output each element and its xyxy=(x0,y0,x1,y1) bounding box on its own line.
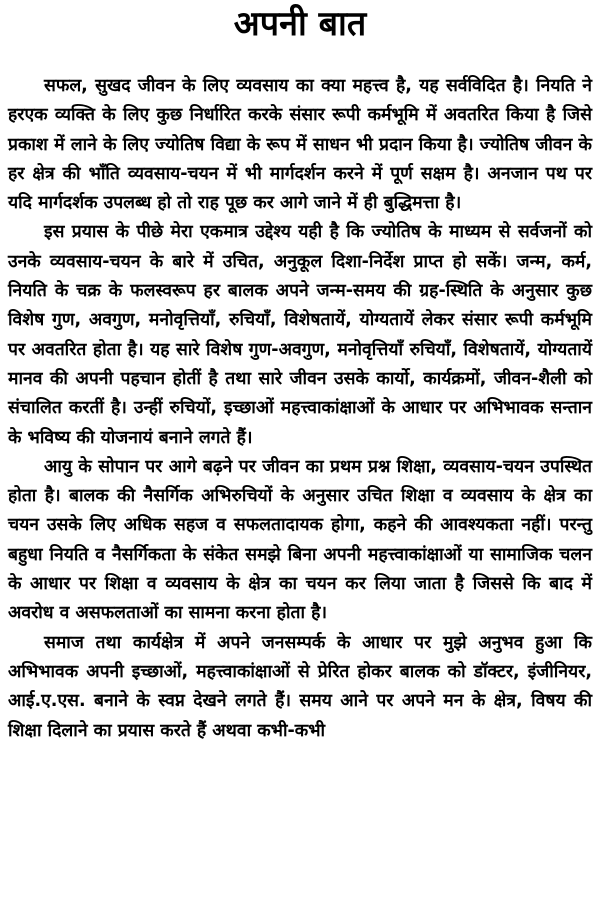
paragraph-1: सफल, सुखद जीवन के लिए व्यवसाय का क्या महत्त्व है, यह सर्वविदित है। नियति ने हरएक व्यक्ति के लिए कुछ निर्धारित करके संसार रूपी कर्मभूमि में अवतरित किया है जिसे प्रकाश में लाने के लिए ज्योतिष विद्या के रूप में साधन भी प्रदान किया है। ज्योतिष जीवन के हर क्षेत्र की भाँति व्यवसाय-चयन में भी मार्गदर्शन करने में पूर्ण सक्षम है। अनजान पथ पर यदि मार्गदर्शक उपलब्ध हो तो राह पूछ कर आगे जाने में ही बुद्धिमत्ता है। xyxy=(8,76,592,214)
paragraph-4: समाज तथा कार्यक्षेत्र में अपने जनसम्पर्क के आधार पर मुझे अनुभव हुआ कि अभिभावक अपनी इच्छाओं, महत्त्वाकांक्षाओं से प्रेरित होकर बालक को डॉक्टर, इंजीनियर, आई.ए.एस. बनाने के स्वप्न देखने लगते हैं। समय आने पर अपने मन के क्षेत्र, विषय की शिक्षा दिलाने का प्रयास करते हैं अथवा कभी-कभी xyxy=(8,632,592,741)
paragraph-3: आयु के सोपान पर आगे बढ़ने पर जीवन का प्रथम प्रश्न शिक्षा, व्यवसाय-चयन उपस्थित होता है। बालक की नैसर्गिक अभिरुचियों के अनुसार उचित शिक्षा व व्यवसाय के क्षेत्र का चयन उसके लिए अधिक सहज व सफलतादायक होगा, कहने की आवश्यकता नहीं। परन्तु बहुधा नियति व नैसर्गिकता के संकेत समझे बिना अपनी महत्त्वाकांक्षाओं या सामाजिक चलन के आधार पर शिक्षा व व्यवसाय के क्षेत्र का चयन कर लिया जाता है जिससे कि बाद में अवरोध व असफलताओं का सामना करना होता है। xyxy=(8,456,592,624)
page-title: अपनी बात xyxy=(233,4,367,44)
paragraph-2: इस प्रयास के पीछे मेरा एकमात्र उद्देश्य यही है कि ज्योतिष के माध्यम से सर्वजनों को उनके व्यवसाय-चयन के बारे में उचित, अनुकूल दिशा-निर्देश प्राप्त हो सकें। जन्म, कर्म, नियति के चक्र के फलस्वरूप हर बालक अपने जन्म-समय की ग्रह-स्थिति के अनुसार कुछ विशेष गुण, अवगुण, मनोवृत्तियाँ, रुचियाँ, विशेषतायें, योग्यतायें लेकर संसार रूपी कर्मभूमि पर अवतरित होता है। यह सारे विशेष गुण-अवगुण, मनोवृत्तियाँ रुचियाँ, विशेषतायें, योग्यतायें मानव की अपनी पहचान होतीं है तथा सारे जीवन उसके कार्यो, कार्यक्रमों, जीवन-शैली को संचालित करतीं है। उन्हीं रुचियों, इच्छाओं महत्त्वाकांक्षाओं के आधार पर अभिभावक सन्तान के भविष्य की योजनायं बनाने लगते हैं। xyxy=(8,222,592,448)
